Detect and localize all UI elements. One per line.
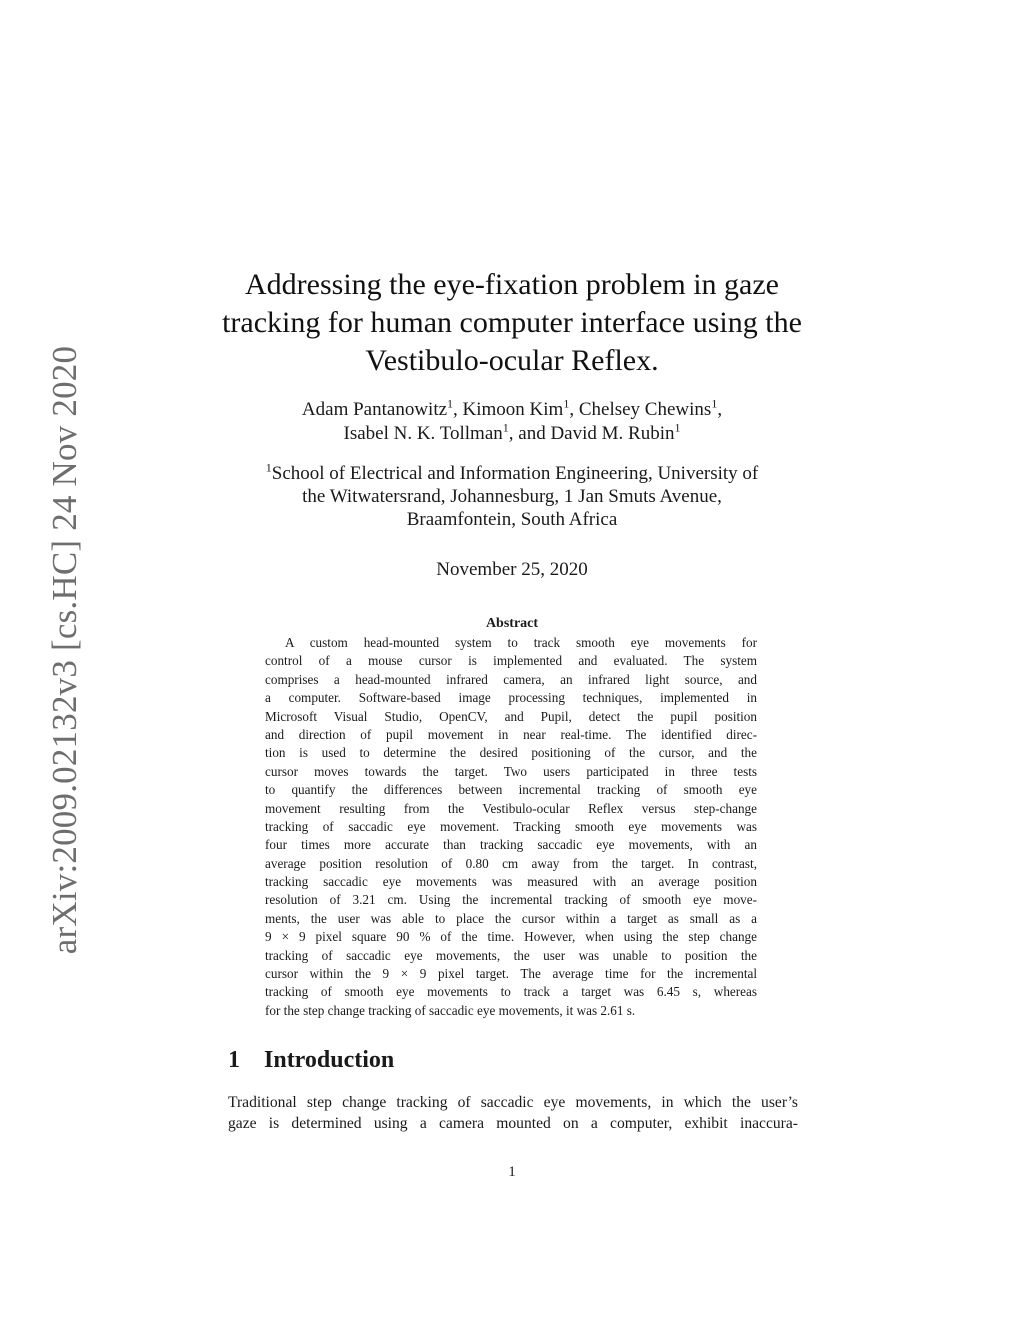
affiliation-text: School of Electrical and Information Engineering, University of — [271, 463, 759, 484]
author-affil-mark: 1 — [563, 396, 570, 411]
paper-title — [200, 266, 824, 380]
abstract-line: four times more accurate than tracking saccadic eye movements, with an — [265, 837, 757, 853]
abstract-line: resolution of 3.21 cm. Using the incremental tracking of smooth eye move- — [265, 892, 757, 908]
abstract-line: 9 × 9 pixel square 90 % of the time. However, when using the step change — [265, 929, 757, 945]
author-separator: , — [569, 399, 579, 420]
title-line: Vestibulo-ocular Reflex. — [365, 344, 659, 377]
author-list — [200, 398, 824, 446]
author-line — [200, 422, 824, 446]
abstract-line: Microsoft Visual Studio, OpenCV, and Pupil, detect the pupil position — [265, 708, 757, 724]
arxiv-stamp: arXiv:2009.02132v3 [cs.HC] 24 Nov 2020 — [45, 345, 84, 955]
intro-line: Traditional step change tracking of saccadic eye movements, in which the user’s — [228, 1094, 798, 1111]
author-separator: , — [717, 399, 723, 420]
author-name: Kimoon Kim — [462, 399, 564, 420]
section-title: Introduction — [264, 1047, 395, 1073]
affiliation-line: Braamfontein, South Africa — [406, 509, 618, 530]
abstract-line: tracking of saccadic eye movements, the user was unable to position the — [265, 947, 757, 963]
page-number: 1 — [508, 1164, 516, 1180]
abstract-line: tracking of smooth eye movements to track a target was 6.45 s, whereas — [265, 984, 757, 1000]
author-name: David M. Rubin — [550, 423, 675, 444]
abstract-line: and direction of pupil movement in near real-time. The identified direc- — [265, 726, 757, 742]
author-affil-mark: 1 — [674, 420, 681, 435]
abstract-line: movement resulting from the Vestibulo-ocular Reflex versus step-change — [265, 800, 757, 816]
author-name: Adam Pantanowitz — [301, 399, 448, 420]
abstract-line: tion is used to determine the desired positioning of the cursor, and the — [265, 745, 757, 761]
abstract-line: A custom head-mounted system to track smooth eye movements for — [285, 635, 757, 650]
intro-line: gaze is determined using a camera mounted on a computer, exhibit inaccura- — [228, 1114, 798, 1132]
section-heading — [228, 1044, 394, 1076]
publication-date: November 25, 2020 — [436, 559, 588, 580]
affiliation — [200, 462, 824, 531]
affiliation-line — [200, 462, 824, 485]
author-separator: , — [453, 399, 463, 420]
affiliation-line: the Witwatersrand, Johannesburg, 1 Jan Smuts Avenue, — [302, 486, 722, 507]
author-affil-mark: 1 — [502, 420, 509, 435]
abstract-line: to quantify the differences between incremental tracking of smooth eye — [265, 782, 757, 798]
title-line: Addressing the eye-fixation problem in gaze — [245, 268, 779, 301]
abstract-line: cursor within the 9 × 9 pixel target. The average time for the incremental — [265, 966, 757, 982]
affiliation-mark: 1 — [265, 460, 272, 475]
section-number: 1 — [228, 1047, 240, 1073]
abstract-line: comprises a head-mounted infrared camera, an infrared light source, and — [265, 671, 757, 687]
abstract-heading: Abstract — [485, 616, 539, 631]
author-name: Isabel N. K. Tollman — [343, 423, 503, 444]
abstract-line: ments, the user was able to place the cursor within a target as small as a — [265, 910, 757, 926]
abstract-line: control of a mouse cursor is implemented and evaluated. The system — [265, 653, 757, 669]
abstract-line: tracking of saccadic eye movement. Tracking smooth eye movements was — [265, 818, 757, 834]
author-line — [200, 398, 824, 422]
intro-paragraph — [228, 1093, 798, 1134]
abstract-line: tracking saccadic eye movements was measured with an average position — [265, 874, 757, 890]
abstract-line: cursor moves towards the target. Two users participated in three tests — [265, 763, 757, 779]
abstract-body — [265, 634, 757, 1020]
author-affil-mark: 1 — [711, 396, 718, 411]
title-line: tracking for human computer interface using the — [222, 306, 802, 339]
author-affil-mark: 1 — [447, 396, 454, 411]
author-separator: , and — [508, 423, 551, 444]
author-name: Chelsey Chewins — [578, 399, 712, 420]
abstract-line: for the step change tracking of saccadic eye movements, it was 2.61 s. — [265, 1002, 636, 1018]
abstract-line: average position resolution of 0.80 cm away from the target. In contrast, — [265, 855, 757, 871]
abstract-line: a computer. Software-based image processing techniques, implemented in — [265, 690, 757, 706]
